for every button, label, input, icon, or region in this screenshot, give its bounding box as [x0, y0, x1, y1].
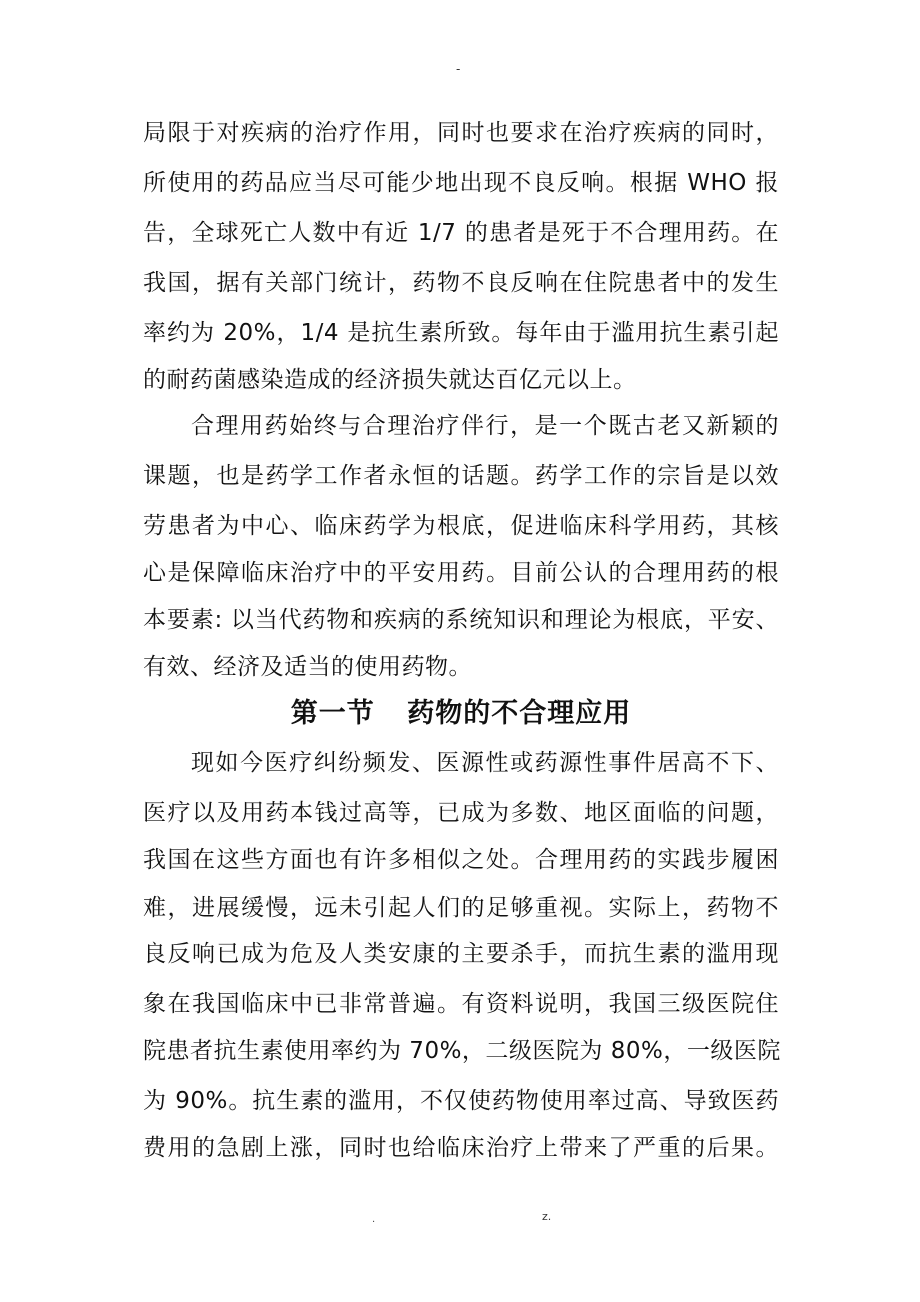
paragraph-3-line-1: 现如今医疗纠纷频发、医源性或药源性事件居高不下、	[191, 750, 779, 776]
paragraph-3-line-9: 费用的急剧上涨，同时也给临床治疗上带来了严重的后果。	[143, 1135, 779, 1161]
paragraph-1-line-2: 所使用的药品应当尽可能少地出现不良反响。根据 WHO 报	[143, 170, 779, 196]
paragraph-1-line-6: 的耐药菌感染造成的经济损失就达百亿元以上。	[143, 367, 637, 393]
paragraph-3-line-8: 为 90%。抗生素的滥用，不仅使药物使用率过高、导致医药	[143, 1088, 779, 1114]
paragraph-2-line-3: 劳患者为中心、临床药学为根底，促进临床科学用药，其核	[143, 513, 779, 539]
paragraph-1-line-3: 告，全球死亡人数中有近 1/7 的患者是死于不合理用药。在	[143, 220, 779, 246]
footer-dot: .	[372, 1214, 376, 1225]
paragraph-2-line-4: 心是保障临床治疗中的平安用药。目前公认的合理用药的根	[143, 560, 779, 586]
paragraph-2-line-1: 合理用药始终与合理治疗伴行，是一个既古老又新颖的	[191, 413, 779, 439]
footer-mark: z.	[542, 1210, 552, 1223]
paragraph-2-line-6: 有效、经济及适当的使用药物。	[143, 654, 472, 680]
paragraph-3-line-7: 院患者抗生素使用率约为 70%，二级医院为 80%，一级医院	[143, 1038, 781, 1064]
header-mark: -	[456, 62, 461, 76]
paragraph-1-line-5: 率约为 20%，1/4 是抗生素所致。每年由于滥用抗生素引起	[143, 320, 779, 346]
paragraph-2-line-5: 本要素: 以当代药物和疾病的系统知识和理论为根底，平安、	[143, 607, 779, 633]
section-heading: 第一节 药物的不合理应用	[290, 698, 632, 729]
paragraph-3-line-4: 难，进展缓慢，远未引起人们的足够重视。实际上，药物不	[143, 895, 779, 921]
paragraph-1-line-4: 我国，据有关部门统计，药物不良反响在住院患者中的发生	[143, 270, 779, 296]
paragraph-3-line-2: 医疗以及用药本钱过高等，已成为多数、地区面临的问题，	[143, 800, 779, 826]
paragraph-3-line-3: 我国在这些方面也有许多相似之处。合理用药的实践步履困	[143, 847, 779, 873]
paragraph-3-line-6: 象在我国临床中已非常普遍。有资料说明，我国三级医院住	[143, 991, 779, 1017]
paragraph-2-line-2: 课题，也是药学工作者永恒的话题。药学工作的宗旨是以效	[143, 463, 779, 489]
paragraph-1-line-1: 局限于对疾病的治疗作用，同时也要求在治疗疾病的同时，	[143, 120, 779, 146]
paragraph-3-line-5: 良反响已成为危及人类安康的主要杀手，而抗生素的滥用现	[143, 941, 779, 967]
